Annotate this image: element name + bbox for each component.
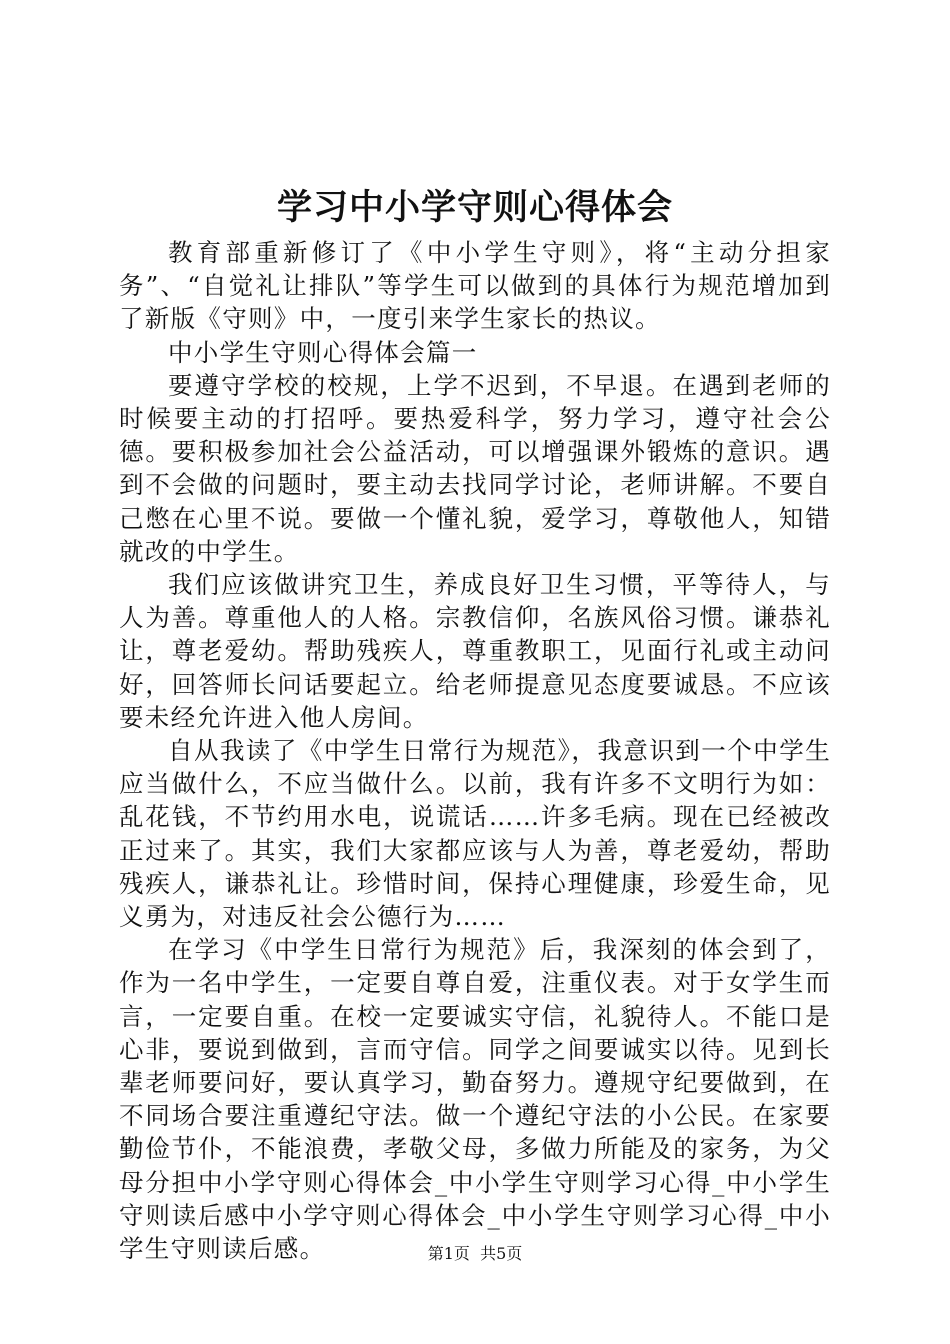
paragraph: 要遵守学校的校规，上学不迟到，不早退。在遇到老师的时候要主动的打招呼。要热爱科学，努力学习，遵守社会公德。要积极参加社会公益活动，可以增强课外锻炼的意识。遇到不会做的问题时，要主动去找同学讨论，老师讲解。不要自己憋在心里不说。要做一个懂礼貌，爱学习，尊敬他人，知错就改的中学生。	[119, 370, 831, 566]
paragraph-intro: 教育部重新修订了《中小学生守则》，将“主动分担家务”、“自觉礼让排队”等学生可以做到的具体行为规范增加到了新版《守则》中，一度引来学生家长的热议。	[119, 238, 831, 334]
paragraph: 自从我读了《中学生日常行为规范》，我意识到一个中学生应当做什么，不应当做什么。以前，我有许多不文明行为如：乱花钱，不节约用水电，说谎话……许多毛病。现在已经被改正过来了。其实，我们大家都应该与人为善，尊老爱幼，帮助残疾人，谦恭礼让。珍惜时间，保持心理健康，珍爱生命，见义勇为，对违反社会公德行为……	[119, 736, 831, 932]
paragraph: 我们应该做讲究卫生，养成良好卫生习惯，平等待人，与人为善。尊重他人的人格。宗教信仰，名族风俗习惯。谦恭礼让，尊老爱幼。帮助残疾人，尊重教职工，见面行礼或主动问好，回答师长问话要起立。给老师提意见态度要诚恳。不应该要未经允许进入他人房间。	[119, 570, 831, 732]
paragraph: 在学习《中学生日常行为规范》后，我深刻的体会到了，作为一名中学生，一定要自尊自爱，注重仪表。对于女学生而言，一定要自重。在校一定要诚实守信，礼貌待人。不能口是心非，要说到做到，言而守信。同学之间要诚实以待。见到长辈老师要问好，要认真学习，勤奋努力。遵规守纪要做到，在不同场合要注重遵纪守法。做一个遵纪守法的小公民。在家要勤俭节仆，不能浪费，孝敬父母，多做力所能及的家务，为父母分担中小学守则心得体会_中小学生守则学习心得_中小学生守则读后感中小学守则心得体会_中小学生守则学习心得_中小学生守则读后感。	[119, 935, 831, 1264]
page-number: 第1页	[427, 1244, 470, 1263]
section-heading: 中小学生守则心得体会篇一	[168, 337, 478, 367]
document-body	[119, 236, 831, 1265]
document-title: 学习中小学守则心得体会	[276, 187, 673, 228]
page-footer	[0, 1243, 950, 1265]
page-total: 共5页	[480, 1244, 523, 1263]
